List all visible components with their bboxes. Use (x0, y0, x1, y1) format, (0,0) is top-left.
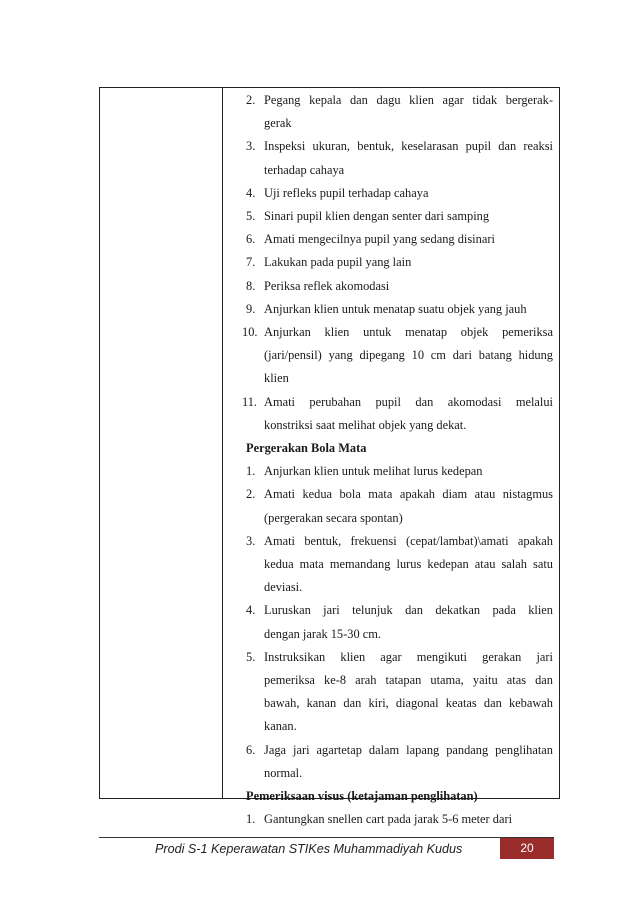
text-line: Lakukan pada pupil yang lain (264, 255, 412, 270)
procedure-content (231, 89, 553, 832)
text-line: kanan. (264, 719, 297, 734)
list-item-text (264, 89, 553, 135)
text-line: Inspeksi ukuran, bentuk, keselarasan pupil dan reaksi (264, 139, 553, 154)
list-item (231, 89, 553, 135)
list-item (231, 739, 553, 785)
list-item-number: 5. (246, 209, 256, 224)
list-item-number: 2. (246, 93, 256, 107)
list-item-number: 3. (246, 139, 256, 154)
footer-divider (99, 837, 554, 838)
text-line: bawah, kanan dan kiri, diagonal keatas dan kebawah (264, 696, 553, 711)
text-line: Anjurkan klien untuk menatap objek pemeriksa (264, 325, 553, 340)
list-item (231, 808, 553, 831)
list-item-text (264, 739, 553, 785)
text-line: gerak (264, 116, 292, 131)
list-item (231, 228, 553, 251)
text-line: klien (264, 371, 289, 386)
list-item-text (264, 391, 553, 437)
list-item-number: 4. (246, 603, 256, 618)
text-line: Amati bentuk, frekuensi (cepat/lambat)\amati apakah (264, 533, 553, 548)
list-item-number: 9. (246, 301, 256, 316)
list-item (231, 251, 553, 274)
section-heading-visual-acuity: Pemeriksaan visus (ketajaman penglihatan) (246, 789, 478, 804)
list-item-text (264, 275, 553, 298)
list-item-text (264, 530, 553, 600)
list-item-text (264, 646, 553, 739)
text-line: Anjurkan klien untuk menatap suatu objek yang jauh (264, 301, 527, 316)
text-line: Uji refleks pupil terhadap cahaya (264, 185, 429, 200)
list-item-text (264, 483, 553, 529)
list-item (231, 321, 553, 391)
page-number: 20 (500, 838, 554, 859)
list-item-number: 8. (246, 278, 256, 293)
text-line: pemeriksa ke-8 arah tatapan utama, yaitu atas dan (264, 673, 553, 688)
text-line: Jaga jari agartetap dalam lapang pandang penglihatan (264, 742, 553, 757)
list-item-number: 5. (246, 649, 256, 664)
list-item-text (264, 205, 553, 228)
list-item-number: 11. (242, 394, 258, 409)
list-item-text (264, 808, 553, 831)
visual-acuity-list (231, 808, 553, 831)
list-item (231, 483, 553, 529)
list-item-number: 4. (246, 185, 256, 200)
list-item (231, 599, 553, 645)
list-item (231, 205, 553, 228)
list-item-number: 3. (246, 533, 256, 548)
text-line: Amati mengecilnya pupil yang sedang disinari (264, 232, 495, 247)
list-item-text (264, 251, 553, 274)
text-line: Luruskan jari telunjuk dan dekatkan pada klien (264, 603, 553, 618)
list-item-number: 7. (246, 255, 256, 270)
list-item-text (264, 182, 553, 205)
eye-movement-list (231, 460, 553, 785)
text-line: Anjurkan klien untuk melihat lurus kedepan (264, 464, 483, 479)
list-item-number: 6. (246, 742, 256, 757)
text-line: konstriksi saat melihat objek yang dekat. (264, 417, 467, 432)
text-line: Sinari pupil klien dengan senter dari samping (264, 209, 490, 224)
text-line: normal. (264, 765, 303, 780)
section-heading-eye-movement: Pergerakan Bola Mata (246, 441, 367, 456)
text-line: Pegang kepala dan dagu klien agar tidak bergerak- (264, 93, 553, 107)
list-item-number: 1. (246, 464, 256, 479)
table-column-divider (222, 87, 223, 799)
list-item-number: 6. (246, 232, 256, 247)
list-item (231, 646, 553, 739)
list-item-text (264, 298, 553, 321)
text-line: Periksa reflek akomodasi (264, 278, 390, 293)
list-item (231, 460, 553, 483)
list-item (231, 135, 553, 181)
list-item-number: 10. (242, 325, 258, 340)
list-item-text (264, 228, 553, 251)
text-line: (pergerakan secara spontan) (264, 510, 403, 525)
text-line: deviasi. (264, 580, 303, 595)
list-item (231, 391, 553, 437)
list-item-text (264, 460, 553, 483)
list-item-number: 2. (246, 487, 256, 502)
list-item-text (264, 135, 553, 181)
list-item-number: 1. (246, 812, 256, 827)
text-line: Amati kedua bola mata apakah diam atau nistagmus (264, 487, 553, 502)
text-line: Instruksikan klien agar mengikuti gerakan jari (264, 649, 553, 664)
list-item (231, 298, 553, 321)
list-item (231, 182, 553, 205)
list-item-text (264, 321, 553, 391)
text-line: (jari/pensil) yang dipegang 10 cm dari batang hidung (264, 348, 553, 363)
pupil-examination-list (231, 89, 553, 437)
list-item (231, 275, 553, 298)
text-line: Amati perubahan pupil dan akomodasi melalui (264, 394, 553, 409)
text-line: kedua mata memandang lurus kedepan atau salah satu (264, 557, 553, 572)
list-item-text (264, 599, 553, 645)
list-item (231, 530, 553, 600)
text-line: Gantungkan snellen cart pada jarak 5-6 meter dari (264, 812, 513, 827)
footer-institution: Prodi S-1 Keperawatan STIKes Muhammadiyah Kudus (155, 842, 463, 856)
text-line: dengan jarak 15-30 cm. (264, 626, 381, 641)
text-line: terhadap cahaya (264, 162, 345, 177)
